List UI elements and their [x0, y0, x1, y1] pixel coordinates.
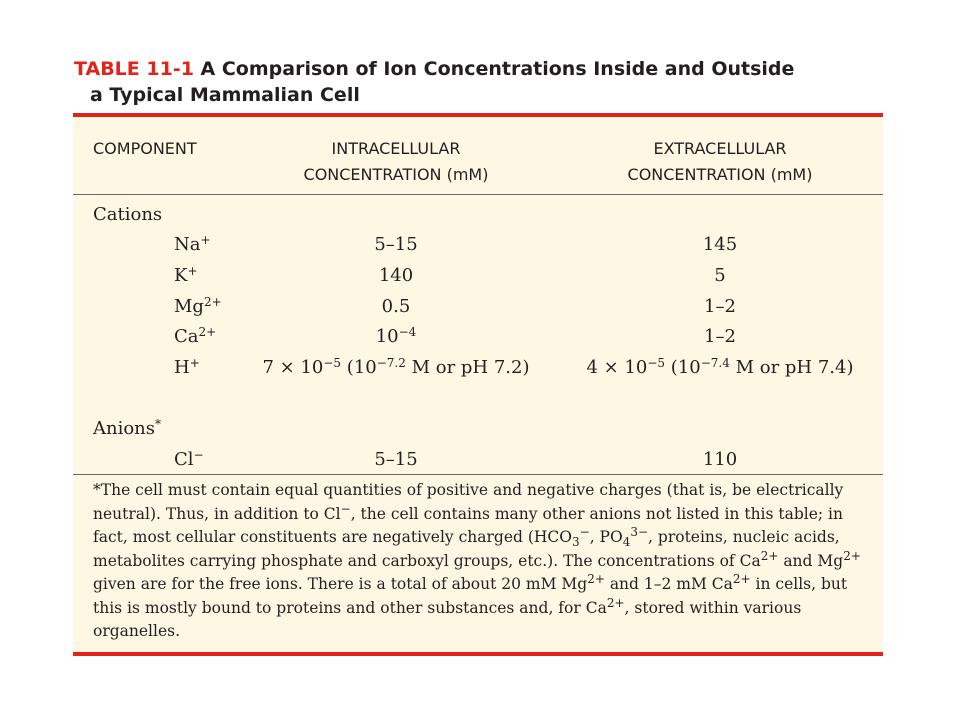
column-header-extracellular: [560, 136, 880, 188]
footnote-text: , the cell contains many other anions not listed in this table; in fact, most cellular constituents are negatively charged (HCO: [93, 504, 844, 546]
footnote-superscript: 2+: [760, 548, 779, 563]
footnote-text: , PO: [589, 528, 623, 546]
ion-charge: 2+: [198, 325, 217, 339]
ion-ca: [174, 325, 216, 349]
table-caption: [74, 56, 794, 108]
footnote-superscript: 2+: [843, 548, 861, 563]
table-title-line2: a Typical Mammalian Cell: [90, 84, 360, 106]
footnote-marker: *: [155, 417, 162, 431]
ion-na: [174, 233, 211, 257]
footnote-text: given are for the free ions. There is a total of about 20 mM Mg: [93, 575, 588, 593]
footnote-superscript: 3−: [630, 525, 649, 539]
value-base: 10: [375, 326, 399, 347]
header-divider: [73, 194, 883, 195]
footnote-superscript: 2+: [606, 595, 625, 610]
footnote-divider: [73, 474, 883, 475]
value-exponent: −4: [398, 325, 417, 339]
footnote-text: and 1–2 mM Ca: [604, 575, 733, 593]
column-header-intracellular: [236, 136, 556, 188]
extra-h: [560, 356, 880, 380]
value-part: (10: [341, 357, 377, 378]
ion-h: [174, 356, 200, 380]
value-part: 7 × 10: [262, 357, 324, 378]
group-label-text: Anions: [93, 418, 156, 439]
footnote-text: *The cell must contain equal quantities of positive and negative charges (that is, be electrically neutral). Thus, in addition to Cl: [93, 481, 844, 523]
footnote-text: , stored within various organelles.: [93, 598, 802, 640]
value-part: M or pH 7.4): [729, 357, 854, 378]
intra-cl: 5–15: [374, 449, 418, 470]
column-header-component: COMPONENT: [93, 139, 197, 158]
value-part: 4 × 10: [586, 357, 648, 378]
group-label-cations: Cations: [93, 204, 163, 225]
footnote-superscript: −: [340, 501, 351, 516]
footnote-subscript: 4: [622, 535, 631, 549]
value-exponent: −5: [647, 356, 666, 370]
footnote-text: in cells, but this is mostly bound to proteins and other substances and, for Ca: [93, 575, 848, 617]
column-header-intracellular-line2: CONCENTRATION (mM): [303, 165, 489, 184]
table-number: TABLE 11-1: [74, 58, 194, 80]
column-header-extracellular-line2: CONCENTRATION (mM): [627, 165, 813, 184]
ion-symbol: Ca: [174, 326, 199, 347]
ion-charge: +: [189, 356, 200, 370]
footnote-superscript: 2+: [587, 572, 605, 586]
intra-h: [236, 356, 556, 380]
footnote-subscript: 3: [572, 535, 580, 549]
intra-k: 140: [378, 265, 414, 286]
ion-symbol: Mg: [174, 296, 204, 317]
table-title-line1: A Comparison of Ion Concentrations Inside and Outside: [200, 58, 795, 80]
ion-symbol: Na: [174, 234, 201, 255]
extra-na: 145: [702, 234, 738, 255]
ion-k: [174, 264, 198, 288]
extra-mg: 1–2: [704, 296, 736, 317]
column-header-intracellular-line1: INTRACELLULAR: [331, 139, 461, 158]
ion-charge: 2+: [203, 295, 222, 309]
value-exponent: −5: [323, 356, 342, 370]
ion-charge: +: [200, 233, 211, 247]
bottom-rule: [73, 652, 883, 656]
extra-ca: 1–2: [704, 326, 736, 347]
value-part: (10: [665, 357, 701, 378]
value-exponent: −7.4: [700, 356, 730, 370]
footnote-superscript: 2+: [732, 572, 751, 586]
ion-symbol: Cl: [174, 449, 194, 470]
footnote-text: and Mg: [778, 551, 844, 570]
column-header-extracellular-line1: EXTRACELLULAR: [653, 139, 787, 158]
ion-charge: +: [187, 264, 198, 278]
table-footnote: [93, 479, 878, 644]
value-part: M or pH 7.2): [405, 357, 530, 378]
ion-symbol: H: [174, 357, 190, 378]
intra-ca: [236, 325, 556, 349]
extra-k: 5: [714, 265, 726, 286]
ion-symbol: K: [174, 265, 188, 286]
intra-mg: 0.5: [381, 296, 411, 317]
ion-cl: [174, 448, 204, 472]
footnote-text: , proteins, nucleic acids, metabolites carrying phosphate and carboxyl groups, etc.). The concentrations of Ca: [93, 528, 840, 570]
ion-charge: −: [193, 448, 204, 462]
footnote-superscript: −: [579, 525, 590, 539]
intra-na: 5–15: [374, 234, 418, 255]
group-label-anions: [93, 417, 161, 441]
top-rule: [73, 113, 883, 117]
extra-cl: 110: [702, 449, 738, 470]
value-exponent: −7.2: [376, 356, 406, 370]
ion-mg: [174, 295, 222, 319]
